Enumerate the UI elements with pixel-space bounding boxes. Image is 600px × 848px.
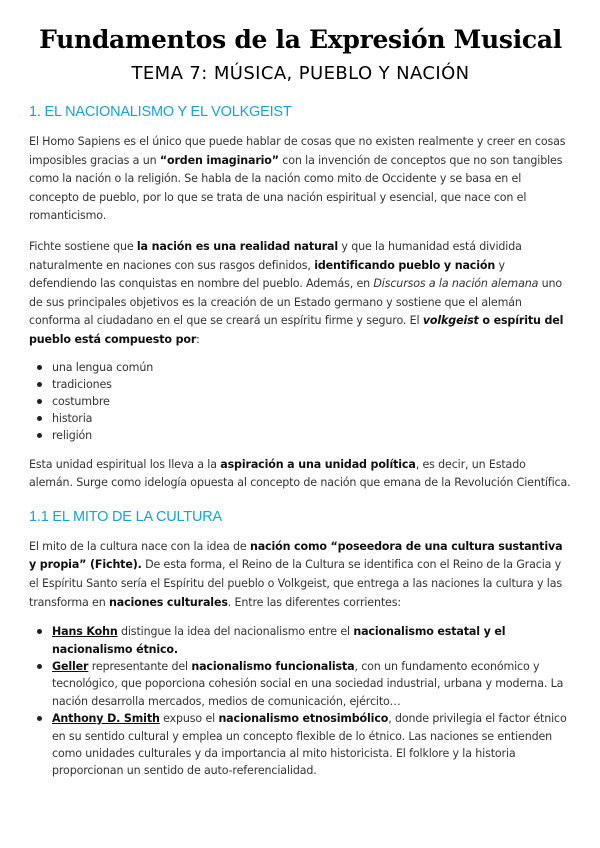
paragraph-mito-cultura: El mito de la cultura nace con la idea de nación como “poseedora de una cultura sustantiva y propia” (Fichte). De esta forma, el Reino de la Cultura se identifica con el Reino de la Gracia y el Espíritu Santo sería el Espíritu del pueblo o Volkgeist, que entrega a las naciones la cultura y las transforma en naciones culturales. Entre las diferentes corrientes: (29, 539, 563, 609)
author-item-hans-kohn: Hans Kohn distingue la idea del nacionalismo entre el nacionalismo estatal y el nacionalismo étnico. (29, 623, 572, 658)
author-item-anthony-smith: Anthony D. Smith expuso el nacionalismo etnosimbólico, donde privilegia el factor étnico en su sentido cultural y emplea un concepto flexible de lo étnico. Las naciones se entienden como unidades culturales y da importancia al mito historicista. El folklore y la historia proporcionan un sentido de auto-referencialidad. (29, 710, 572, 780)
paragraph-homo-sapiens: El Homo Sapiens es el único que puede hablar de cosas que no existen realmente y creer en cosas imposibles gracias a un “orden imaginario” con la invención de conceptos que no son tangibles como la nación o la religión. Se habla de la nación como mito de Occidente y se basa en el concepto de pueblo, por lo que se trata de una nación espiritual y esencial, que nace con el romanticismo. (29, 135, 566, 223)
paragraph-fichte: Fichte sostiene que la nación es una realidad natural y que la humanidad está dividida naturalmente en naciones con sus rasgos definidos, identificando pueblo y nación y defendiendo las conquistas en nombre del pueblo. Además, en Discursos a la nación alemana uno de sus principales objetivos es la creación de un Estado germano y sostiene que el alemán conforma al ciudadano en el que se creará un espíritu firme y seguro. El volkgeist o espíritu del pueblo está compuesto por: (29, 239, 564, 346)
list-item: una lengua común (29, 359, 572, 376)
authors-list (29, 623, 572, 780)
section-heading-nacionalismo: 1. EL NACIONALISMO Y EL VOLKGEIST (29, 104, 292, 120)
list-item: religión (29, 427, 572, 444)
list-item: costumbre (29, 393, 572, 410)
document-title: Fundamentos de la Expresión Musical (39, 25, 562, 54)
author-item-geller: Geller representante del nacionalismo funcionalista, con un fundamento económico y tecnológico, que poporciona cohesión social en una sociedad industrial, urbana y moderna. La nación desarrolla mercados, medios de comunicación, ejército… (29, 658, 572, 710)
list-item: historia (29, 410, 572, 427)
paragraph-unidad-espiritual: Esta unidad espiritual los lleva a la aspiración a una unidad política, es decir, un Estado alemán. Surge como idelogía opuesta al concepto de nación que emana de la Revolución Científica. (29, 457, 571, 490)
section-heading-mito-cultura: 1.1 EL MITO DE LA CULTURA (29, 508, 222, 525)
list-item: tradiciones (29, 376, 572, 393)
volkgeist-components-list (29, 359, 572, 444)
document-subtitle: TEMA 7: MÚSICA, PUEBLO Y NACIÓN (131, 63, 470, 84)
